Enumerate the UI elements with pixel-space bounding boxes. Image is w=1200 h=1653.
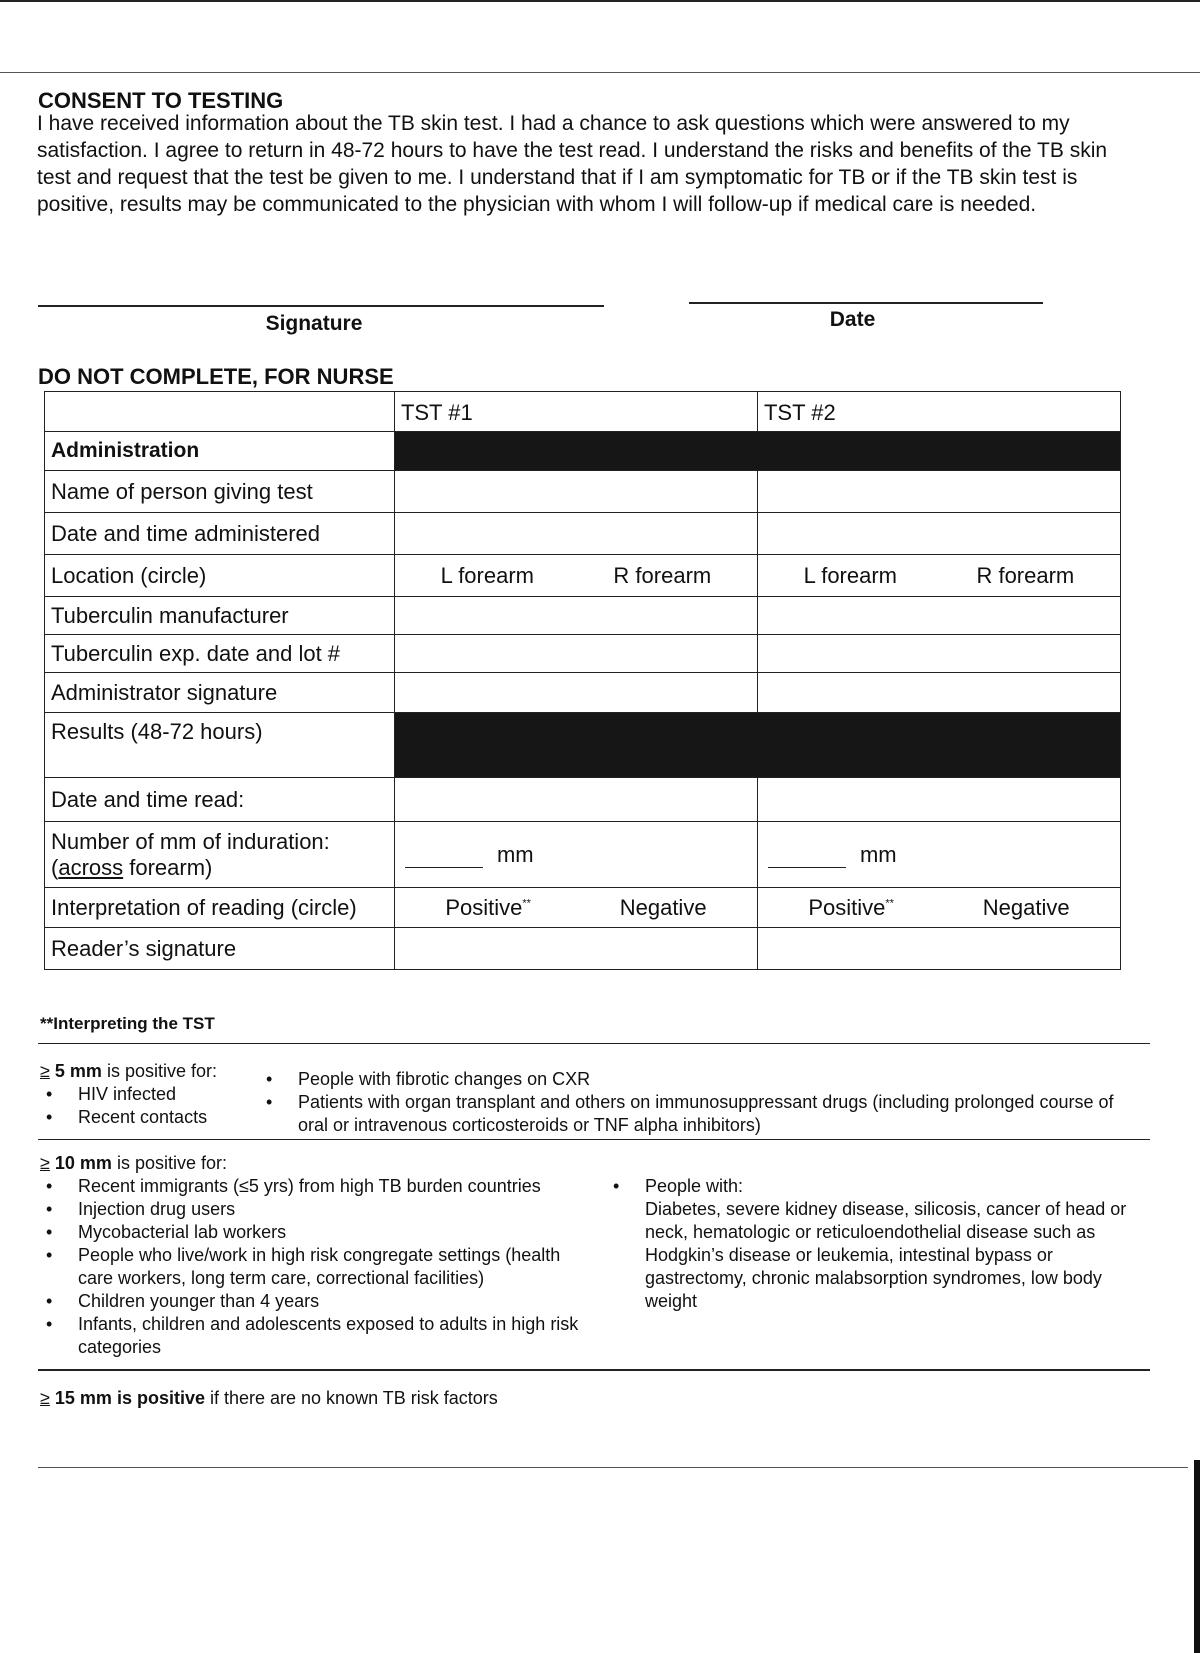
administration-text: Administration	[51, 439, 200, 462]
tst2-positive-option[interactable]	[808, 895, 894, 921]
list-item: • Recent contacts	[40, 1106, 270, 1129]
tst1-negative-option[interactable]: Negative	[619, 894, 707, 920]
signature-line[interactable]	[38, 305, 604, 307]
tst2-admin-signature-field[interactable]	[757, 673, 1120, 713]
tst1-name-giving-field[interactable]	[394, 471, 757, 513]
date-line[interactable]	[689, 302, 1043, 304]
reader-signature-label: Reader’s signature	[45, 928, 395, 970]
name-giving-label: Name of person giving test	[45, 471, 395, 513]
interp-rule-top	[38, 1043, 1150, 1044]
ten-right-text: Diabetes, severe kidney disease, silicosis, cancer of head or neck, hematologic or reticuloendothelial disease such as Hodgkin’s disease or leukemia, intestinal bypass or gastrectomy, chronic malabsorption syndromes, low body weight	[645, 1199, 1127, 1311]
tst1-admin-signature-field[interactable]	[394, 673, 757, 713]
header-empty-cell	[45, 392, 395, 432]
induration-forearm: forearm)	[123, 854, 213, 880]
tst1-manufacturer-field[interactable]	[394, 597, 757, 635]
five-mm-heading	[40, 1060, 270, 1083]
tst1-reader-signature-field[interactable]	[394, 928, 757, 970]
tst1-positive-mark: **	[522, 897, 531, 910]
list-item: • Recent immigrants (≤5 yrs) from high TB burden countries	[40, 1175, 600, 1198]
tst1-date-admin-field[interactable]	[394, 513, 757, 555]
exp-lot-label: Tuberculin exp. date and lot #	[45, 635, 395, 673]
nurse-table	[44, 391, 1121, 970]
tst1-exp-lot-field[interactable]	[394, 635, 757, 673]
five-mm-left	[40, 1060, 270, 1129]
list-item: • People who live/work in high risk congregate settings (health care workers, long term care, correctional facilities)	[40, 1244, 600, 1290]
list-item: • Children younger than 4 years	[40, 1290, 600, 1313]
tst2-header: TST #2	[757, 392, 1120, 432]
five-mm-right	[260, 1068, 1120, 1137]
scan-dashed-rule	[38, 1467, 1188, 1468]
scan-edge-rule	[0, 72, 1200, 73]
fifteen-threshold: 15 mm is positive	[54, 1388, 205, 1408]
tst1-positive-option[interactable]	[445, 895, 531, 921]
fifteen-ge: ≥	[40, 1388, 50, 1408]
tst2-location-cell	[757, 555, 1120, 597]
nurse-heading: DO NOT COMPLETE, FOR NURSE	[38, 364, 394, 389]
tst2-interpretation-cell	[757, 888, 1120, 928]
consent-heading: CONSENT TO TESTING	[38, 88, 284, 113]
five-suffix: is positive for:	[101, 1061, 217, 1081]
tst1-mm-unit: mm	[496, 841, 534, 867]
induration-across: across	[58, 854, 124, 880]
tst2-induration-blank[interactable]	[768, 867, 846, 868]
tst2-positive-mark: **	[885, 897, 894, 910]
list-item: • Patients with organ transplant and others on immunosuppressant drugs (including prolonged course of oral or intravenous corticosteroids or TNF alpha inhibitors)	[260, 1091, 1120, 1137]
scan-edge-top	[0, 0, 1200, 2]
list-item: • HIV infected	[40, 1083, 270, 1106]
interpretation-label: Interpretation of reading (circle)	[45, 888, 395, 928]
scan-edge-right	[1194, 1460, 1200, 1653]
ten-right-heading: • People with:	[607, 1175, 1152, 1198]
list-item: • Mycobacterial lab workers	[40, 1221, 600, 1244]
results-text: Results (48-72 hours)	[51, 719, 263, 744]
date-label: Date	[829, 308, 876, 331]
tst1-header: TST #1	[394, 392, 757, 432]
tst2-reader-signature-field[interactable]	[757, 928, 1120, 970]
tst2-name-giving-field[interactable]	[757, 471, 1120, 513]
ten-mm-left	[40, 1152, 600, 1359]
fifteen-suffix: if there are no known TB risk factors	[204, 1388, 498, 1408]
tst2-positive-text: Positive	[808, 894, 886, 920]
tst1-induration-cell	[394, 822, 757, 888]
induration-label	[45, 822, 395, 888]
tst1-l-forearm-option[interactable]: L forearm	[440, 562, 534, 588]
date-admin-label: Date and time administered	[45, 513, 395, 555]
ten-threshold: 10 mm	[54, 1153, 112, 1173]
manufacturer-label: Tuberculin manufacturer	[45, 597, 395, 635]
admin-signature-label: Administrator signature	[45, 673, 395, 713]
tst2-date-read-field[interactable]	[757, 778, 1120, 822]
ten-mm-right	[607, 1175, 1152, 1313]
tst2-mm-unit: mm	[859, 841, 897, 867]
tst2-r-forearm-option[interactable]: R forearm	[976, 562, 1075, 588]
consent-text: I have received information about the TB skin test. I had a chance to ask questions which were answered to my satisfaction. I agree to return in 48-72 hours to have the test read. I understand the risks and benefits of the TB skin test and request that the test be given to me. I understand that if I am symptomatic for TB or if the TB skin test is positive, results may be communicated to the physician with whom I will follow-up if medical care is needed.	[37, 112, 1108, 216]
tst1-location-cell	[394, 555, 757, 597]
induration-paren-open: (	[51, 854, 59, 880]
five-threshold: 5 mm	[54, 1061, 102, 1081]
ten-suffix: is positive for:	[111, 1153, 227, 1173]
five-ge: ≥	[40, 1061, 50, 1081]
tst2-negative-option[interactable]: Negative	[982, 894, 1070, 920]
tst2-manufacturer-field[interactable]	[757, 597, 1120, 635]
results-label	[45, 713, 395, 778]
tst1-interpretation-cell	[394, 888, 757, 928]
tst1-positive-text: Positive	[445, 894, 523, 920]
tst1-r-forearm-option[interactable]: R forearm	[613, 562, 712, 588]
interpreting-heading: **Interpreting the TST	[40, 1014, 215, 1033]
signature-label: Signature	[265, 312, 363, 335]
fifteen-mm	[40, 1387, 940, 1410]
tst2-exp-lot-field[interactable]	[757, 635, 1120, 673]
tst1-induration-blank[interactable]	[405, 867, 483, 868]
date-read-label: Date and time read:	[45, 778, 395, 822]
tst2-l-forearm-option[interactable]: L forearm	[803, 562, 897, 588]
ten-mm-heading	[40, 1152, 600, 1175]
interp-rule-bottom	[38, 1369, 1150, 1371]
list-item: • Infants, children and adolescents exposed to adults in high risk categories	[40, 1313, 600, 1359]
list-item: • Injection drug users	[40, 1198, 600, 1221]
administration-shaded-bar	[394, 432, 1120, 471]
ten-ge: ≥	[40, 1153, 50, 1173]
interp-rule-mid	[38, 1139, 1150, 1140]
tst1-date-read-field[interactable]	[394, 778, 757, 822]
administration-label	[45, 432, 395, 471]
location-label: Location (circle)	[45, 555, 395, 597]
list-item: • People with fibrotic changes on CXR	[260, 1068, 1120, 1091]
tst2-date-admin-field[interactable]	[757, 513, 1120, 555]
tst2-induration-cell	[757, 822, 1120, 888]
results-shaded-bar	[394, 713, 1120, 778]
induration-line1: Number of mm of induration:	[51, 828, 330, 854]
